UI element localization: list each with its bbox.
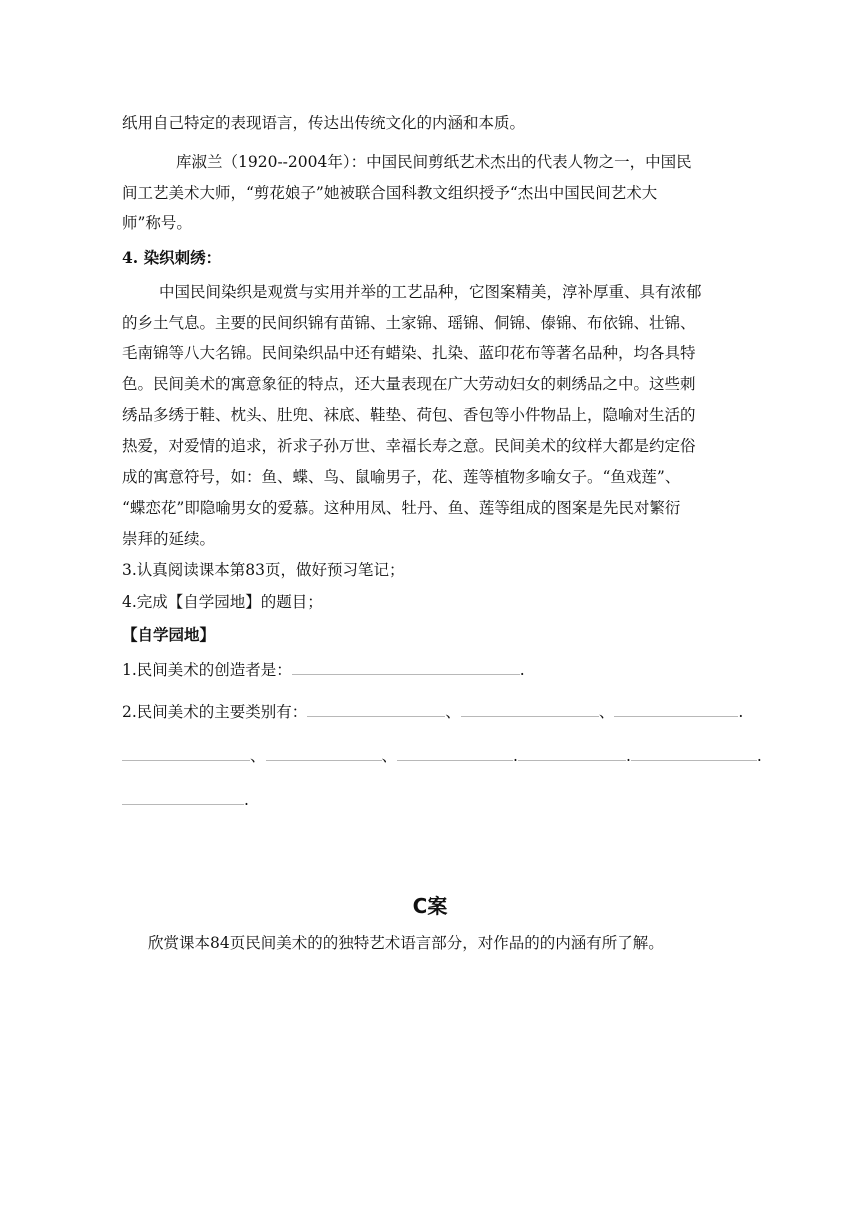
task-line: 4.完成【自学园地】的题目； (122, 593, 323, 611)
answer-blank[interactable] (122, 746, 250, 761)
punctuation: 、 (598, 703, 615, 721)
answer-blank[interactable] (518, 746, 626, 761)
answer-line (122, 790, 249, 810)
paragraph-line: 中国民间染织是观赏与实用并举的工艺品种，它图案精美，淳补厚重、具有浓郁 (159, 283, 702, 301)
question-text: 1.民间美术的创造者是： (122, 661, 292, 679)
section-heading: 4. 染织刺绣： (122, 248, 222, 267)
punctuation: . (244, 791, 249, 809)
answer-blank[interactable] (307, 702, 445, 717)
paragraph-line: 的乡土气息。主要的民间织锦有苗锦、土家锦、瑶锦、侗锦、傣锦、布依锦、壮锦、 (122, 314, 696, 332)
answer-blank[interactable] (631, 746, 757, 761)
punctuation: 、 (381, 747, 398, 765)
punctuation: . (513, 747, 518, 765)
paragraph-line: 毛南锦等八大名锦。民间染织品中还有蜡染、扎染、蓝印花布等著名品种，均各具特 (122, 344, 696, 362)
punctuation: . (519, 661, 525, 679)
answer-blank[interactable] (461, 702, 599, 717)
question-1 (122, 660, 525, 680)
paragraph-line: 绣品多绣于鞋、枕头、肚兜、袜底、鞋垫、荷包、香包等小件物品上，隐喻对生活的 (122, 406, 696, 424)
punctuation: 、 (250, 747, 266, 765)
paragraph-line: 色。民间美术的寓意象征的特点，还大量表现在广大劳动妇女的刺绣品之中。这些刺 (122, 375, 696, 393)
paragraph-line: 师”称号。 (122, 214, 192, 232)
paragraph-line: 欣赏课本84页民间美术的的独特艺术语言部分，对作品的的内涵有所了解。 (148, 934, 664, 952)
paragraph-line: 热爱，对爱情的追求，祈求子孙万世、幸福长寿之意。民间美术的纹样大都是约定俗 (122, 437, 696, 455)
paragraph-line: 纸用自己特定的表现语言，传达出传统文化的内涵和本质。 (122, 114, 526, 132)
punctuation: . (625, 747, 631, 765)
answer-line (122, 746, 762, 766)
paragraph-line: 崇拜的延续。 (122, 530, 216, 548)
punctuation: . (738, 703, 744, 721)
paragraph-line: “蝶恋花”即隐喻男女的爱慕。这种用凤、牡丹、鱼、莲等组成的图案是先民对繁衍 (122, 499, 681, 517)
answer-blank[interactable] (292, 660, 520, 675)
case-heading: C案 (412, 894, 448, 918)
section-title: 【自学园地】 (122, 625, 216, 644)
question-2 (122, 702, 743, 722)
answer-blank[interactable] (266, 746, 382, 761)
task-line: 3.认真阅读课本第83页，做好预习笔记； (122, 561, 405, 579)
answer-blank[interactable] (397, 746, 513, 761)
paragraph-line: 间工艺美术大师，“剪花娘子”她被联合国科教文组织授予“杰出中国民间艺术大 (122, 184, 658, 202)
question-text: 2.民间美术的主要类别有： (122, 703, 308, 721)
answer-blank[interactable] (122, 790, 244, 805)
punctuation: 、 (445, 703, 461, 721)
punctuation: . (756, 747, 762, 765)
answer-blank[interactable] (614, 702, 738, 717)
paragraph-line: 库淑兰（1920--2004年）：中国民间剪纸艺术杰出的代表人物之一，中国民 (176, 153, 692, 171)
paragraph-line: 成的寓意符号，如：鱼、蝶、鸟、鼠喻男子，花、莲等植物多喻女子。“鱼戏莲”、 (122, 468, 681, 486)
